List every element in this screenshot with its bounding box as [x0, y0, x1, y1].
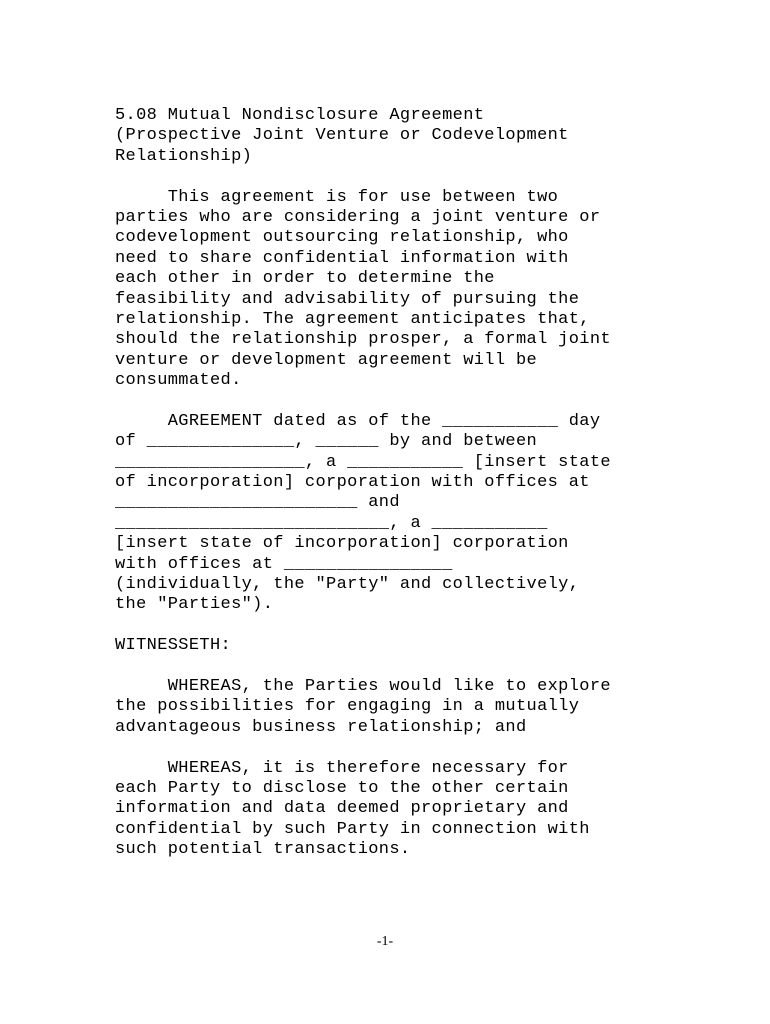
agreement-line: of ______________, ______ by and between: [115, 432, 538, 452]
intro-line: venture or development agreement will be: [115, 350, 538, 370]
whereas-line: such potential transactions.: [115, 840, 411, 860]
whereas-line: WHEREAS, it is therefore necessary for: [115, 758, 569, 778]
intro-line: This agreement is for use between two: [115, 187, 559, 207]
intro-line: consummated.: [115, 371, 242, 391]
whereas-paragraph-2: [115, 759, 715, 861]
witnesseth-text: WITNESSETH:: [115, 636, 232, 656]
title-line: (Prospective Joint Venture or Codevelopment: [115, 126, 569, 146]
intro-line: need to share confidential information with: [115, 248, 569, 268]
whereas-line: confidential by such Party in connection with: [115, 819, 590, 839]
whereas-line: each Party to disclose to the other certain: [115, 778, 569, 798]
agreement-line: __________________________, a ___________: [115, 513, 548, 533]
page-number: -1-: [376, 934, 394, 949]
intro-paragraph: [115, 188, 715, 392]
agreement-line: AGREEMENT dated as of the ___________ day: [115, 411, 601, 431]
title-line: Relationship): [115, 146, 253, 166]
agreement-paragraph: [115, 412, 715, 616]
intro-line: parties who are considering a joint venture or: [115, 207, 601, 227]
intro-line: should the relationship prosper, a formal joint: [115, 330, 611, 350]
whereas-line: advantageous business relationship; and: [115, 717, 527, 737]
intro-line: feasibility and advisability of pursuing the: [115, 289, 580, 309]
whereas-paragraph-1: [115, 677, 715, 738]
witnesseth-heading: [115, 636, 715, 656]
intro-line: relationship. The agreement anticipates that,: [115, 309, 590, 329]
whereas-line: the possibilities for engaging in a mutually: [115, 697, 580, 717]
document-title: [115, 106, 715, 167]
agreement-line: __________________, a ___________ [insert state: [115, 452, 611, 472]
agreement-line: [insert state of incorporation] corporation: [115, 534, 569, 554]
intro-line: each other in order to determine the: [115, 269, 495, 289]
whereas-line: information and data deemed proprietary and: [115, 799, 569, 819]
agreement-line: (individually, the "Party" and collectively,: [115, 574, 580, 594]
agreement-line: of incorporation] corporation with offices at: [115, 473, 590, 493]
agreement-line: the "Parties").: [115, 595, 274, 615]
intro-line: codevelopment outsourcing relationship, who: [115, 228, 569, 248]
agreement-line: with offices at ________________: [115, 554, 453, 574]
agreement-line: _______________________ and: [115, 493, 400, 513]
whereas-line: WHEREAS, the Parties would like to explore: [115, 676, 611, 696]
title-line: 5.08 Mutual Nondisclosure Agreement: [115, 106, 485, 125]
document-body: [115, 106, 715, 860]
